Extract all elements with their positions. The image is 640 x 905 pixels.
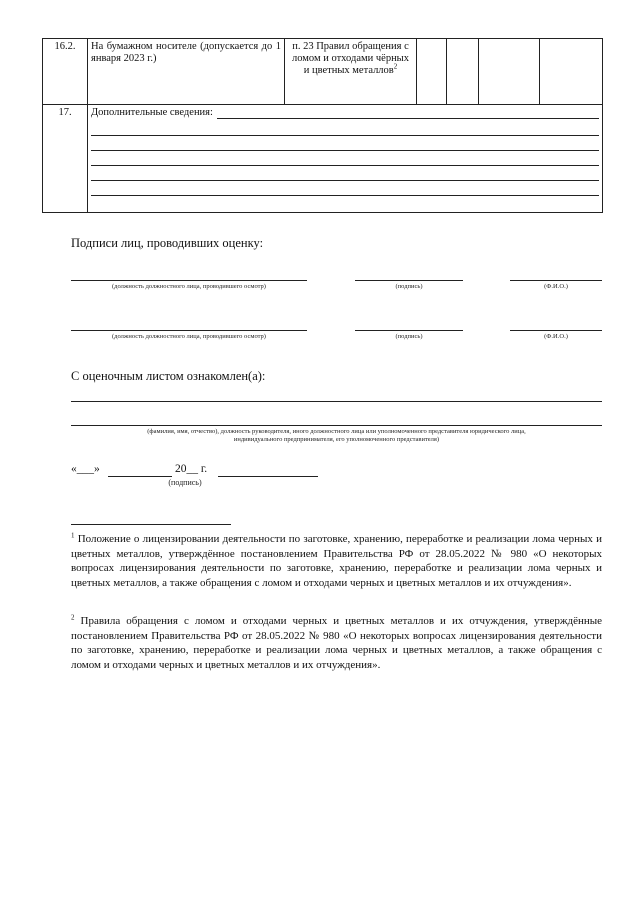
date-row bbox=[71, 463, 351, 479]
year-field[interactable]: 20__ г. bbox=[175, 463, 208, 475]
row-description: На бумажном носителе (допускается до 1 января 2023 г.) bbox=[88, 39, 285, 105]
name-caption: (Ф.И.О.) bbox=[544, 333, 568, 340]
day-field[interactable]: «___» bbox=[71, 463, 100, 475]
footnote-ref-2: 2 bbox=[393, 62, 398, 71]
fill-line bbox=[91, 166, 599, 181]
acknowledgement-line[interactable] bbox=[71, 425, 602, 426]
signature-caption: (подпись) bbox=[395, 283, 423, 290]
month-field[interactable] bbox=[108, 476, 172, 477]
footnote-1 bbox=[71, 532, 602, 590]
date-signature-caption: (подпись) bbox=[168, 478, 202, 487]
footnote-text: Правила обращения с ломом и отходами черных и цветных металлов и их отчуждения, утверждённые постановлением Правительства РФ от 28.05.2022 № 980 «О некоторых вопросах лицензирования деятельности по заготовке, хранению, переработке и реализации лома черных и цветных металлов, а также обращения с ломом и отходами черных и цветных металлов и их отчуждения». bbox=[71, 615, 603, 671]
position-caption: (должность должностного лица, проводившего осмотр) bbox=[112, 283, 266, 290]
answer-cell-note[interactable] bbox=[540, 39, 603, 105]
name-line[interactable] bbox=[510, 280, 602, 281]
signature-line[interactable] bbox=[355, 330, 463, 331]
date-signature-field[interactable] bbox=[218, 476, 318, 477]
signatures-title: Подписи лиц, проводивших оценку: bbox=[71, 236, 264, 250]
fill-line bbox=[91, 136, 599, 151]
fill-line bbox=[217, 107, 599, 119]
row-number: 17. bbox=[43, 105, 88, 213]
footnote-mark: 2 bbox=[71, 613, 75, 622]
fill-line bbox=[91, 181, 599, 196]
footnote-mark: 1 bbox=[71, 531, 75, 540]
row-legal-reference bbox=[285, 39, 417, 105]
position-caption: (должность должностного лица, проводившего осмотр) bbox=[112, 333, 266, 340]
position-line[interactable] bbox=[71, 330, 307, 331]
footnote-2 bbox=[71, 614, 602, 672]
acknowledgement-caption: индивидуального предпринимателя, его уполномоченного представителя) bbox=[233, 436, 440, 443]
name-line[interactable] bbox=[510, 330, 602, 331]
answer-cell-na[interactable] bbox=[479, 39, 540, 105]
fill-line bbox=[91, 151, 599, 166]
answer-cell-no[interactable] bbox=[447, 39, 479, 105]
answer-cell-yes[interactable] bbox=[417, 39, 447, 105]
signature-line[interactable] bbox=[355, 280, 463, 281]
additional-info-cell[interactable] bbox=[88, 105, 603, 213]
table-row-16-2 bbox=[43, 39, 603, 105]
assessment-table bbox=[42, 38, 603, 213]
acknowledgement-line[interactable] bbox=[71, 401, 602, 402]
acknowledgement-caption: (фамилия, имя, отчество), должность руководителя, иного должностного лица или уполномоченного представителя юридического лица, bbox=[147, 428, 526, 435]
name-caption: (Ф.И.О.) bbox=[544, 283, 568, 290]
footnote-separator bbox=[71, 524, 231, 525]
position-line[interactable] bbox=[71, 280, 307, 281]
additional-info-label: Дополнительные сведения: bbox=[91, 107, 213, 118]
footnote-text: Положение о лицензировании деятельности по заготовке, хранению, переработке и реализации лома черных и цветных металлов, утверждённое постановлением Правительства РФ от 28.05.2022 № 980 «О некоторых вопросах лицензирования деятельности по заготовке, хранению, переработке и реализации лома черных и цветных металлов, а также обращения с ломом и отходами черных и цветных металлов и их отчуждения». bbox=[71, 533, 603, 589]
table-row-17 bbox=[43, 105, 603, 213]
fill-line bbox=[91, 121, 599, 136]
legal-reference-text: п. 23 Правил обращения с ломом и отходами чёрных и цветных металлов bbox=[291, 41, 409, 76]
row-number: 16.2. bbox=[43, 39, 88, 105]
acknowledgement-title: С оценочным листом ознакомлен(а): bbox=[71, 369, 266, 383]
signature-caption: (подпись) bbox=[395, 333, 423, 340]
